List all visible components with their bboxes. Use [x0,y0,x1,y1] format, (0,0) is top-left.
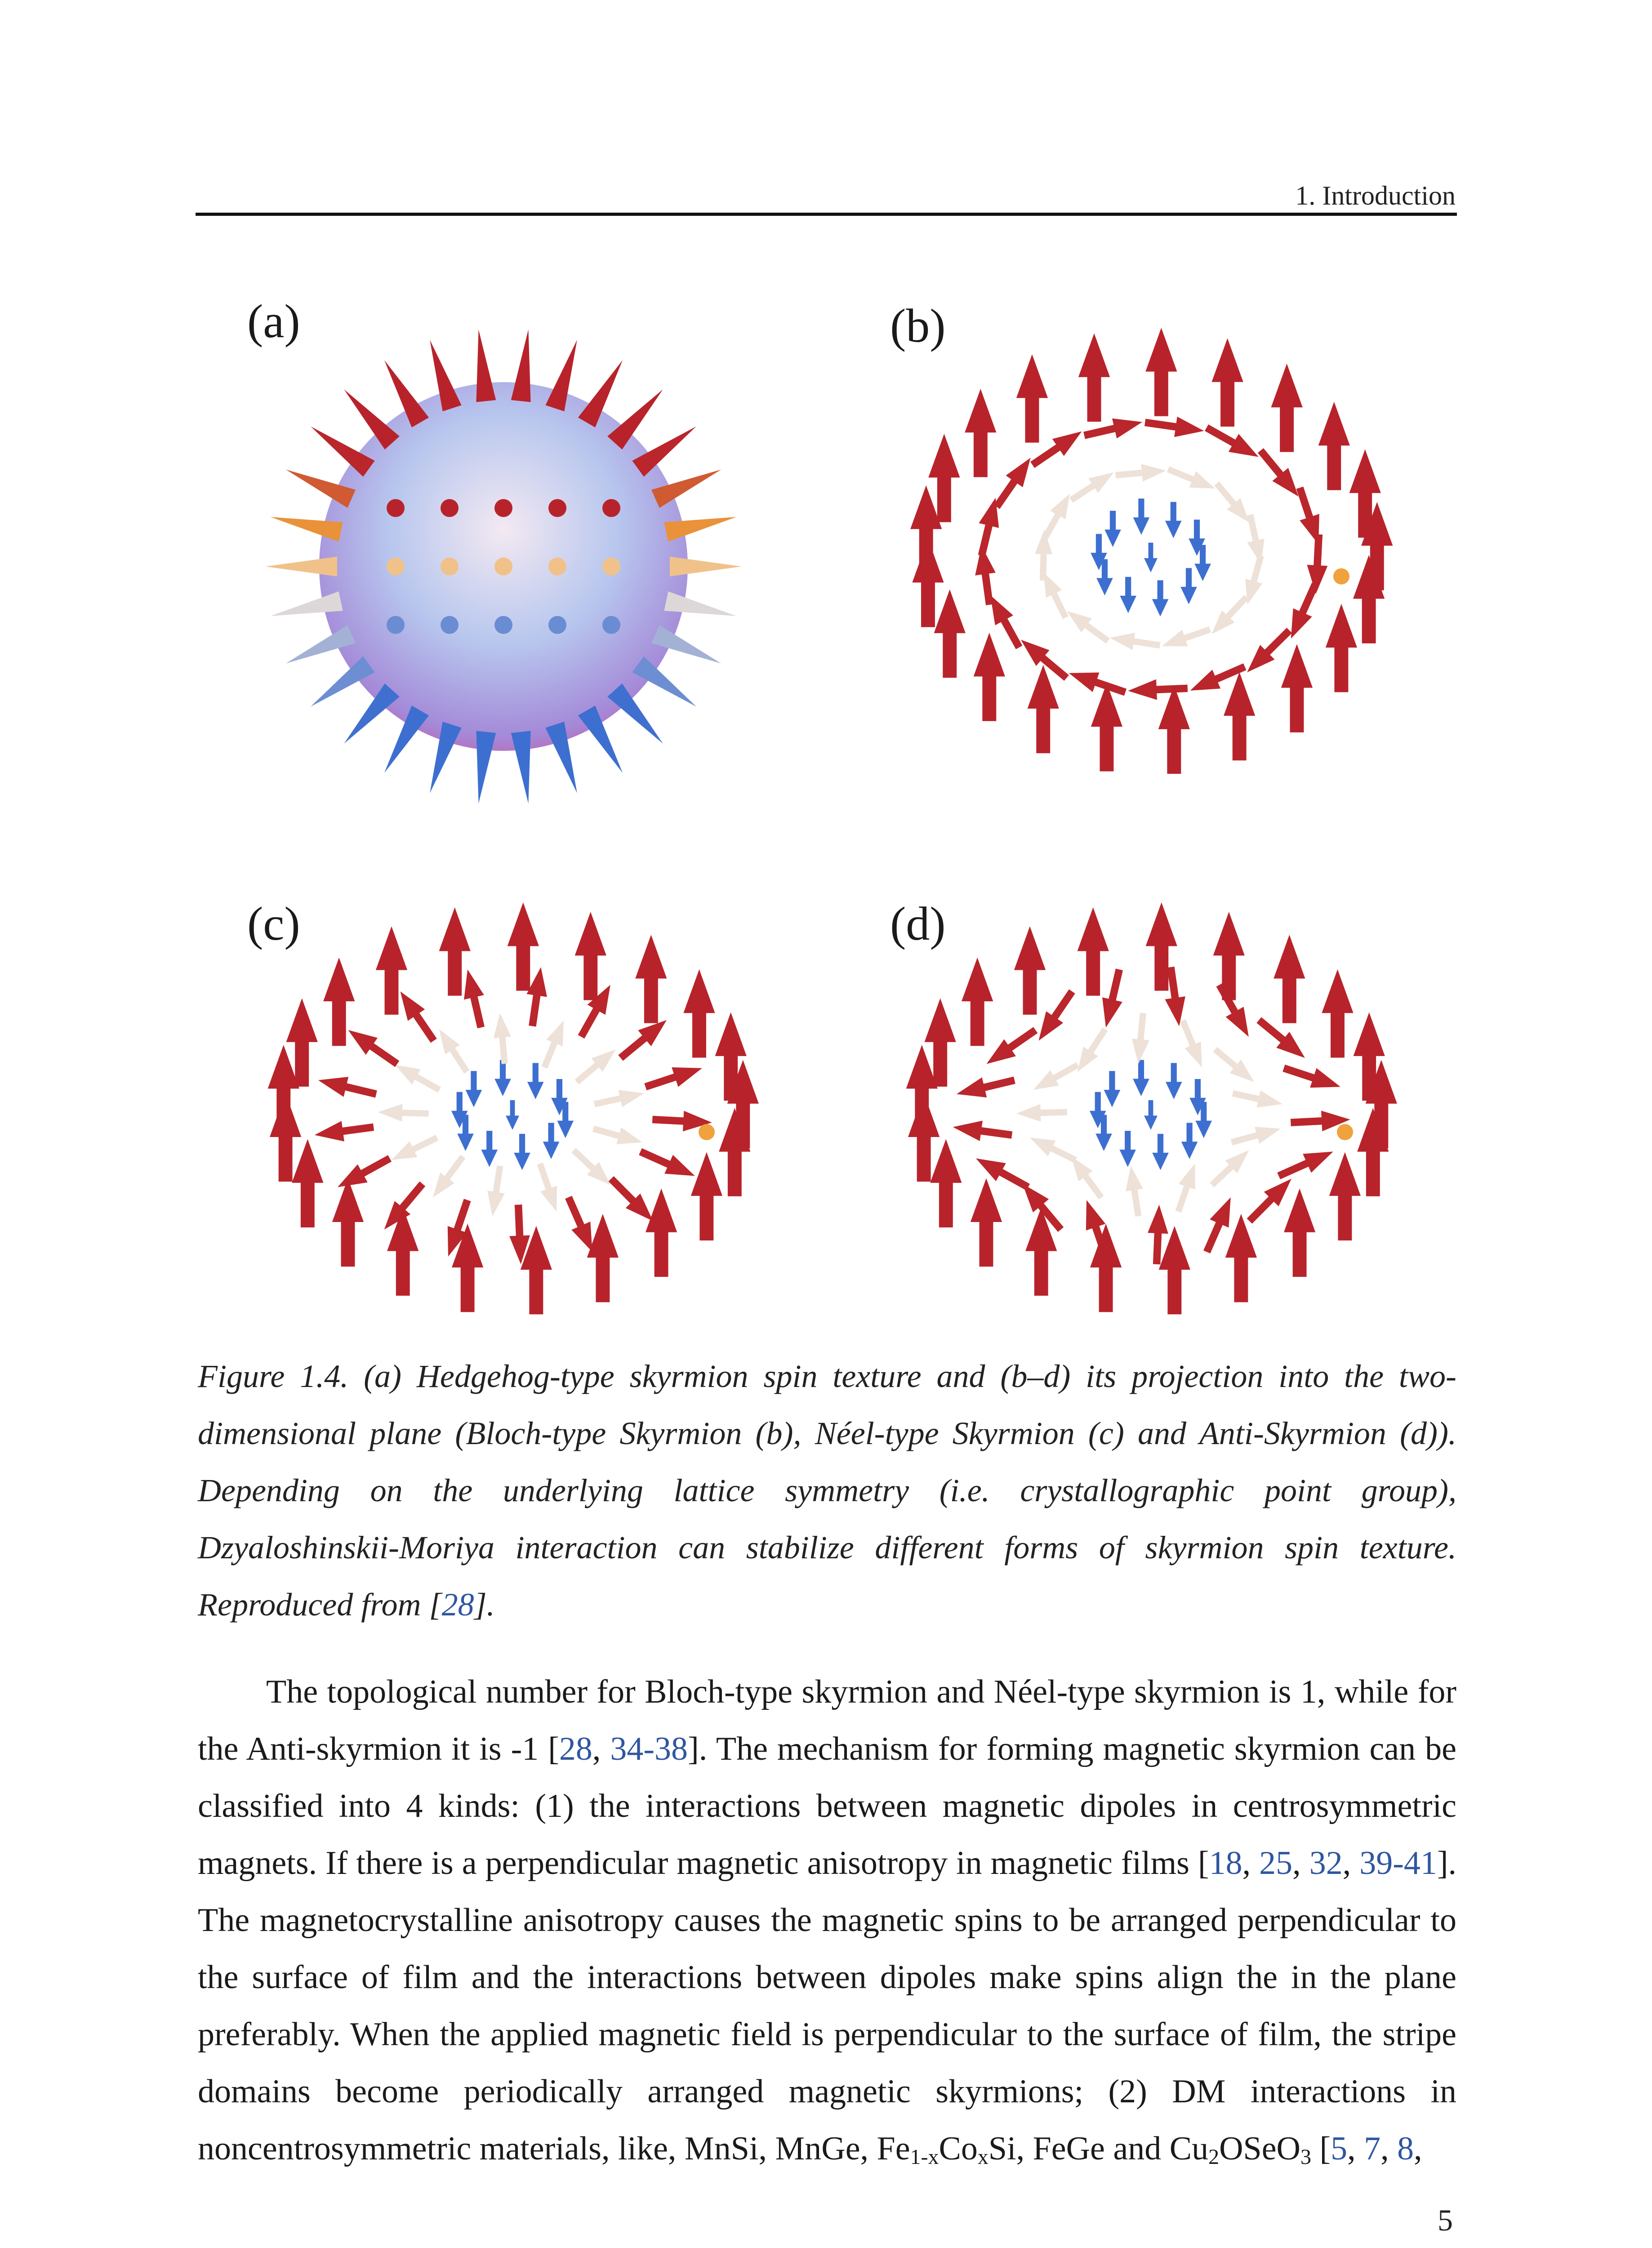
spin-arrow-icon [1326,604,1357,692]
spin-arrow-icon [484,1164,509,1218]
spin-arrow-icon [910,485,942,574]
text-run: , [1380,2130,1398,2167]
bloch-skyrmion-illustration [863,288,1429,827]
spin-arrow-icon [934,589,966,678]
spin-arrow-icon [691,1152,722,1240]
spin-arrow-icon [1122,1164,1147,1218]
subscript: x [977,2145,989,2169]
spin-arrow-icon [1181,1123,1198,1159]
spin-arrow-icon [432,1024,474,1076]
spin-arrow-icon [316,1070,379,1104]
spin-dot-icon [441,616,459,634]
spin-dot-icon [548,499,566,517]
spin-arrow-icon [333,1149,395,1196]
spin-dot-icon [548,616,566,634]
spin-arrow-icon [971,1149,1033,1196]
text-run: , [1242,1845,1260,1882]
spin-arrow-icon [974,633,1005,721]
spin-arrow-icon [592,1085,646,1113]
neel-skyrmion-illustration [234,899,800,1331]
spin-arrow-icon [292,1139,323,1227]
text-run: , [1414,2130,1422,2167]
spin-arrow-icon [527,1063,544,1099]
spin-arrow-icon [1016,1103,1067,1122]
text-run: , [592,1731,610,1767]
figure-1-4 [234,288,1429,1331]
spin-arrow-icon [458,967,491,1030]
spin-arrow-icon [532,1161,565,1215]
spin-dot-icon [494,499,512,517]
spin-arrow-icon [391,1057,444,1098]
spin-arrow-icon [392,986,442,1046]
spin-arrow-icon [1096,967,1130,1030]
spin-arrow-icon [568,1144,617,1191]
panel-a [234,288,800,827]
spin-arrow-icon [466,1071,482,1107]
caption-label: Figure 1.4. [198,1358,349,1394]
spin-arrow-icon [1029,1057,1082,1098]
spin-arrow-icon [1165,461,1218,497]
spin-arrow-icon [1158,686,1190,774]
spin-dot-icon [387,616,405,634]
subscript: 1-x [910,2145,939,2169]
spin-arrow-icon [575,912,606,1000]
spin-arrow-icon [536,1017,572,1070]
citation-link[interactable]: 32 [1309,1845,1343,1882]
spin-arrow-icon [670,557,742,576]
spin-arrow-icon [614,1012,673,1066]
spin-arrow-icon [1119,1131,1136,1167]
citation-link[interactable]: 18 [1209,1845,1242,1882]
spin-dot-icon [494,558,512,575]
spin-arrow-icon [1281,644,1313,732]
spin-arrow-icon [313,1117,375,1145]
spin-arrow-icon [378,1103,429,1122]
spin-arrow-icon [511,731,531,803]
spin-arrow-icon [1159,1226,1190,1315]
spin-arrow-icon [376,926,407,1015]
text-run: Co [939,2130,978,2167]
caption-text: (a) Hedgehog-type skyrmion spin texture and (b–d) its projection into the two-dimensional plane (Bloch-type Skyrmion (b), Néel-type Skyrmion (c) and Anti-Skyrmion (d)). Depending on the underlying lattice symmetry (i.e. crystallographic point group), Dzyaloshinskii-Moriya interaction can stabilize different forms of skyrmion spin texture. Reproduced from [ [198,1358,1457,1623]
spin-arrow-icon [506,1100,519,1130]
spin-arrow-icon [1091,683,1122,772]
spin-arrow-icon [1016,354,1048,443]
spin-arrow-icon [332,1178,364,1267]
spin-arrow-icon [1104,511,1121,547]
spin-arrow-icon [587,1214,619,1302]
panel-label-c: (c) [247,897,300,950]
spin-arrow-icon [1206,1144,1255,1191]
spin-arrow-icon [1318,402,1350,491]
text-run: , [1292,1845,1309,1882]
spin-arrow-icon [1170,1161,1203,1215]
spin-arrow-icon [476,731,496,803]
spin-arrow-icon [642,1058,705,1097]
text-run: The topological number for Bloch-type skyrmion and Néel-type skyrmion is 1, while for the Anti-skyrmion it is -1 [ [198,1673,1456,1767]
spin-arrow-icon [1231,1085,1284,1113]
spin-arrow-icon [1062,604,1113,648]
text-run: ]. The magnetocrystalline anisotropy causes the magnetic spins to be arranged perpendicular to the surface of film and the interactions between dipoles make spins align the in the plane preferably. When the applied magnetic field is perpendicular to the surface of film, the stripe domains become periodically arranged magnetic skyrmions; (2) DM interactions in noncentrosymmetric materials, like, MnSi, MnGe, Fe [198,1845,1457,2167]
spin-arrow-icon [646,1188,677,1277]
spin-arrow-icon [1028,665,1059,754]
citation-link[interactable]: 5 [1331,2130,1348,2167]
spin-arrow-icon [1115,462,1167,484]
spin-arrow-icon [1066,465,1118,507]
spin-arrow-icon [1284,1188,1315,1277]
spin-arrow-icon [342,1021,403,1072]
spin-dot-icon [548,558,566,575]
spin-arrow-icon [1329,1152,1361,1240]
citation-link[interactable]: 8 [1397,2130,1414,2167]
spin-arrow-icon [508,902,539,991]
spin-dot-icon [441,499,459,517]
spin-arrow-icon [1159,621,1213,655]
hedgehog-skyrmion-illustration [234,288,800,827]
panel-d [863,899,1429,1331]
spin-arrow-icon [965,389,996,477]
spin-dot-icon [699,1124,715,1140]
spin-arrow-icon [1281,1058,1344,1097]
spin-arrow-icon [1165,502,1182,538]
spin-dot-icon [387,558,405,575]
citation-link[interactable]: 7 [1364,2130,1381,2167]
text-run: [ [1311,2130,1331,2167]
text-run: ]. The mechanism for forming magnetic skyrmion can be classified into 4 kinds: (1) the interactions between magnetic dipoles in centrosymmetric magnets. If there is a perpendicular magnetic anisotropy in magnetic films [ [198,1731,1456,1882]
spin-arrow-icon [387,1130,441,1168]
spin-arrow-icon [971,1178,1002,1267]
spin-arrow-icon [1322,969,1353,1058]
spin-arrow-icon [988,452,1039,513]
text-run: OSeO [1219,2130,1300,2167]
citation-link[interactable]: 28 [441,1587,474,1623]
spin-arrow-icon [1109,629,1162,654]
spin-arrow-icon [954,1070,1017,1104]
spin-arrow-icon [591,1120,644,1151]
spin-arrow-icon [1127,678,1188,701]
spin-arrow-icon [1225,1214,1257,1302]
text-run: Si, FeGe and Cu [988,2130,1209,2167]
spin-arrow-icon [1078,333,1110,422]
spin-arrow-icon [683,969,715,1058]
spin-arrow-icon [1211,338,1243,427]
citation-link[interactable]: 25 [1259,1845,1293,1882]
spin-arrow-icon [1205,591,1253,640]
spin-arrow-icon [571,1043,621,1089]
spin-arrow-icon [1274,935,1305,1023]
spin-arrow-icon [1120,577,1136,613]
spin-arrow-icon [514,1134,530,1170]
spin-arrow-icon [1133,1060,1149,1097]
spin-arrow-icon [426,1151,470,1203]
spin-dot-icon [602,616,620,634]
spin-arrow-icon [1026,1130,1079,1168]
panel-c [234,899,800,1331]
spin-arrow-icon [439,907,471,996]
spin-arrow-icon [1271,364,1303,452]
citation-link[interactable]: 39-41 [1359,1845,1437,1882]
spin-arrow-icon [1224,672,1255,761]
caption-end: ]. [474,1587,495,1623]
spin-arrow-icon [1144,1100,1158,1130]
spin-arrow-icon [635,935,667,1023]
panel-label-d: (d) [890,897,946,950]
spin-arrow-icon [952,1117,1014,1145]
spin-arrow-icon [265,557,337,576]
spin-arrow-icon [1090,1224,1122,1312]
spin-arrow-icon [1145,328,1177,416]
spin-arrow-icon [1030,986,1080,1046]
spin-dot-icon [1337,1124,1353,1140]
spin-arrow-icon [1252,1012,1312,1066]
body-paragraph [198,1664,1456,2177]
spin-arrow-icon [1104,1071,1121,1107]
spin-arrow-icon [1166,1063,1182,1099]
spin-arrow-icon [1242,513,1269,566]
spin-arrow-icon [1144,412,1206,441]
spin-arrow-icon [1229,1120,1282,1151]
spin-arrow-icon [1209,1043,1260,1089]
text-run: , [1347,2130,1364,2167]
panel-label-b: (b) [890,299,946,352]
spin-arrow-icon [494,1060,511,1097]
subscript: 2 [1208,2145,1220,2169]
spin-arrow-icon [1133,499,1150,535]
spin-arrow-icon [962,958,993,1046]
spin-arrow-icon [1152,580,1169,617]
spin-dot-icon [602,558,620,575]
spin-dot-icon [441,558,459,575]
spin-arrow-icon [1180,568,1197,604]
spin-arrow-icon [1078,907,1109,996]
spin-arrow-icon [1305,534,1329,594]
spin-arrow-icon [1014,926,1046,1015]
spin-arrow-icon [1065,663,1128,702]
citation-link[interactable]: 34-38 [610,1731,688,1767]
header-rule [196,213,1457,216]
spin-arrow-icon [511,330,531,402]
running-head: 1. Introduction [1295,181,1456,210]
citation-link[interactable]: 28 [559,1731,592,1767]
spin-arrow-icon [930,1139,962,1227]
spin-dot-icon [602,499,620,517]
panel-label-a: (a) [247,295,300,348]
spin-arrow-icon [476,330,496,402]
spin-arrow-icon [1274,1142,1337,1185]
spin-dot-icon [387,499,405,517]
spin-arrow-icon [481,1131,498,1167]
anti-skyrmion-illustration [863,899,1429,1331]
spin-arrow-icon [1152,1134,1169,1170]
spin-arrow-icon [1144,543,1158,572]
spin-dot-icon [1333,568,1349,584]
spin-arrow-icon [1175,1017,1210,1070]
spin-arrow-icon [1130,1012,1152,1065]
spin-arrow-icon [980,1021,1041,1072]
text-run: , [1342,1845,1360,1882]
subscript: 3 [1300,2145,1311,2169]
spin-arrow-icon [491,1012,513,1065]
spin-dot-icon [494,616,512,634]
panel-b [863,288,1429,827]
spin-arrow-icon [543,1123,560,1159]
page-number: 5 [1438,2203,1453,2237]
spin-arrow-icon [636,1142,699,1185]
figure-caption [198,1348,1456,1633]
